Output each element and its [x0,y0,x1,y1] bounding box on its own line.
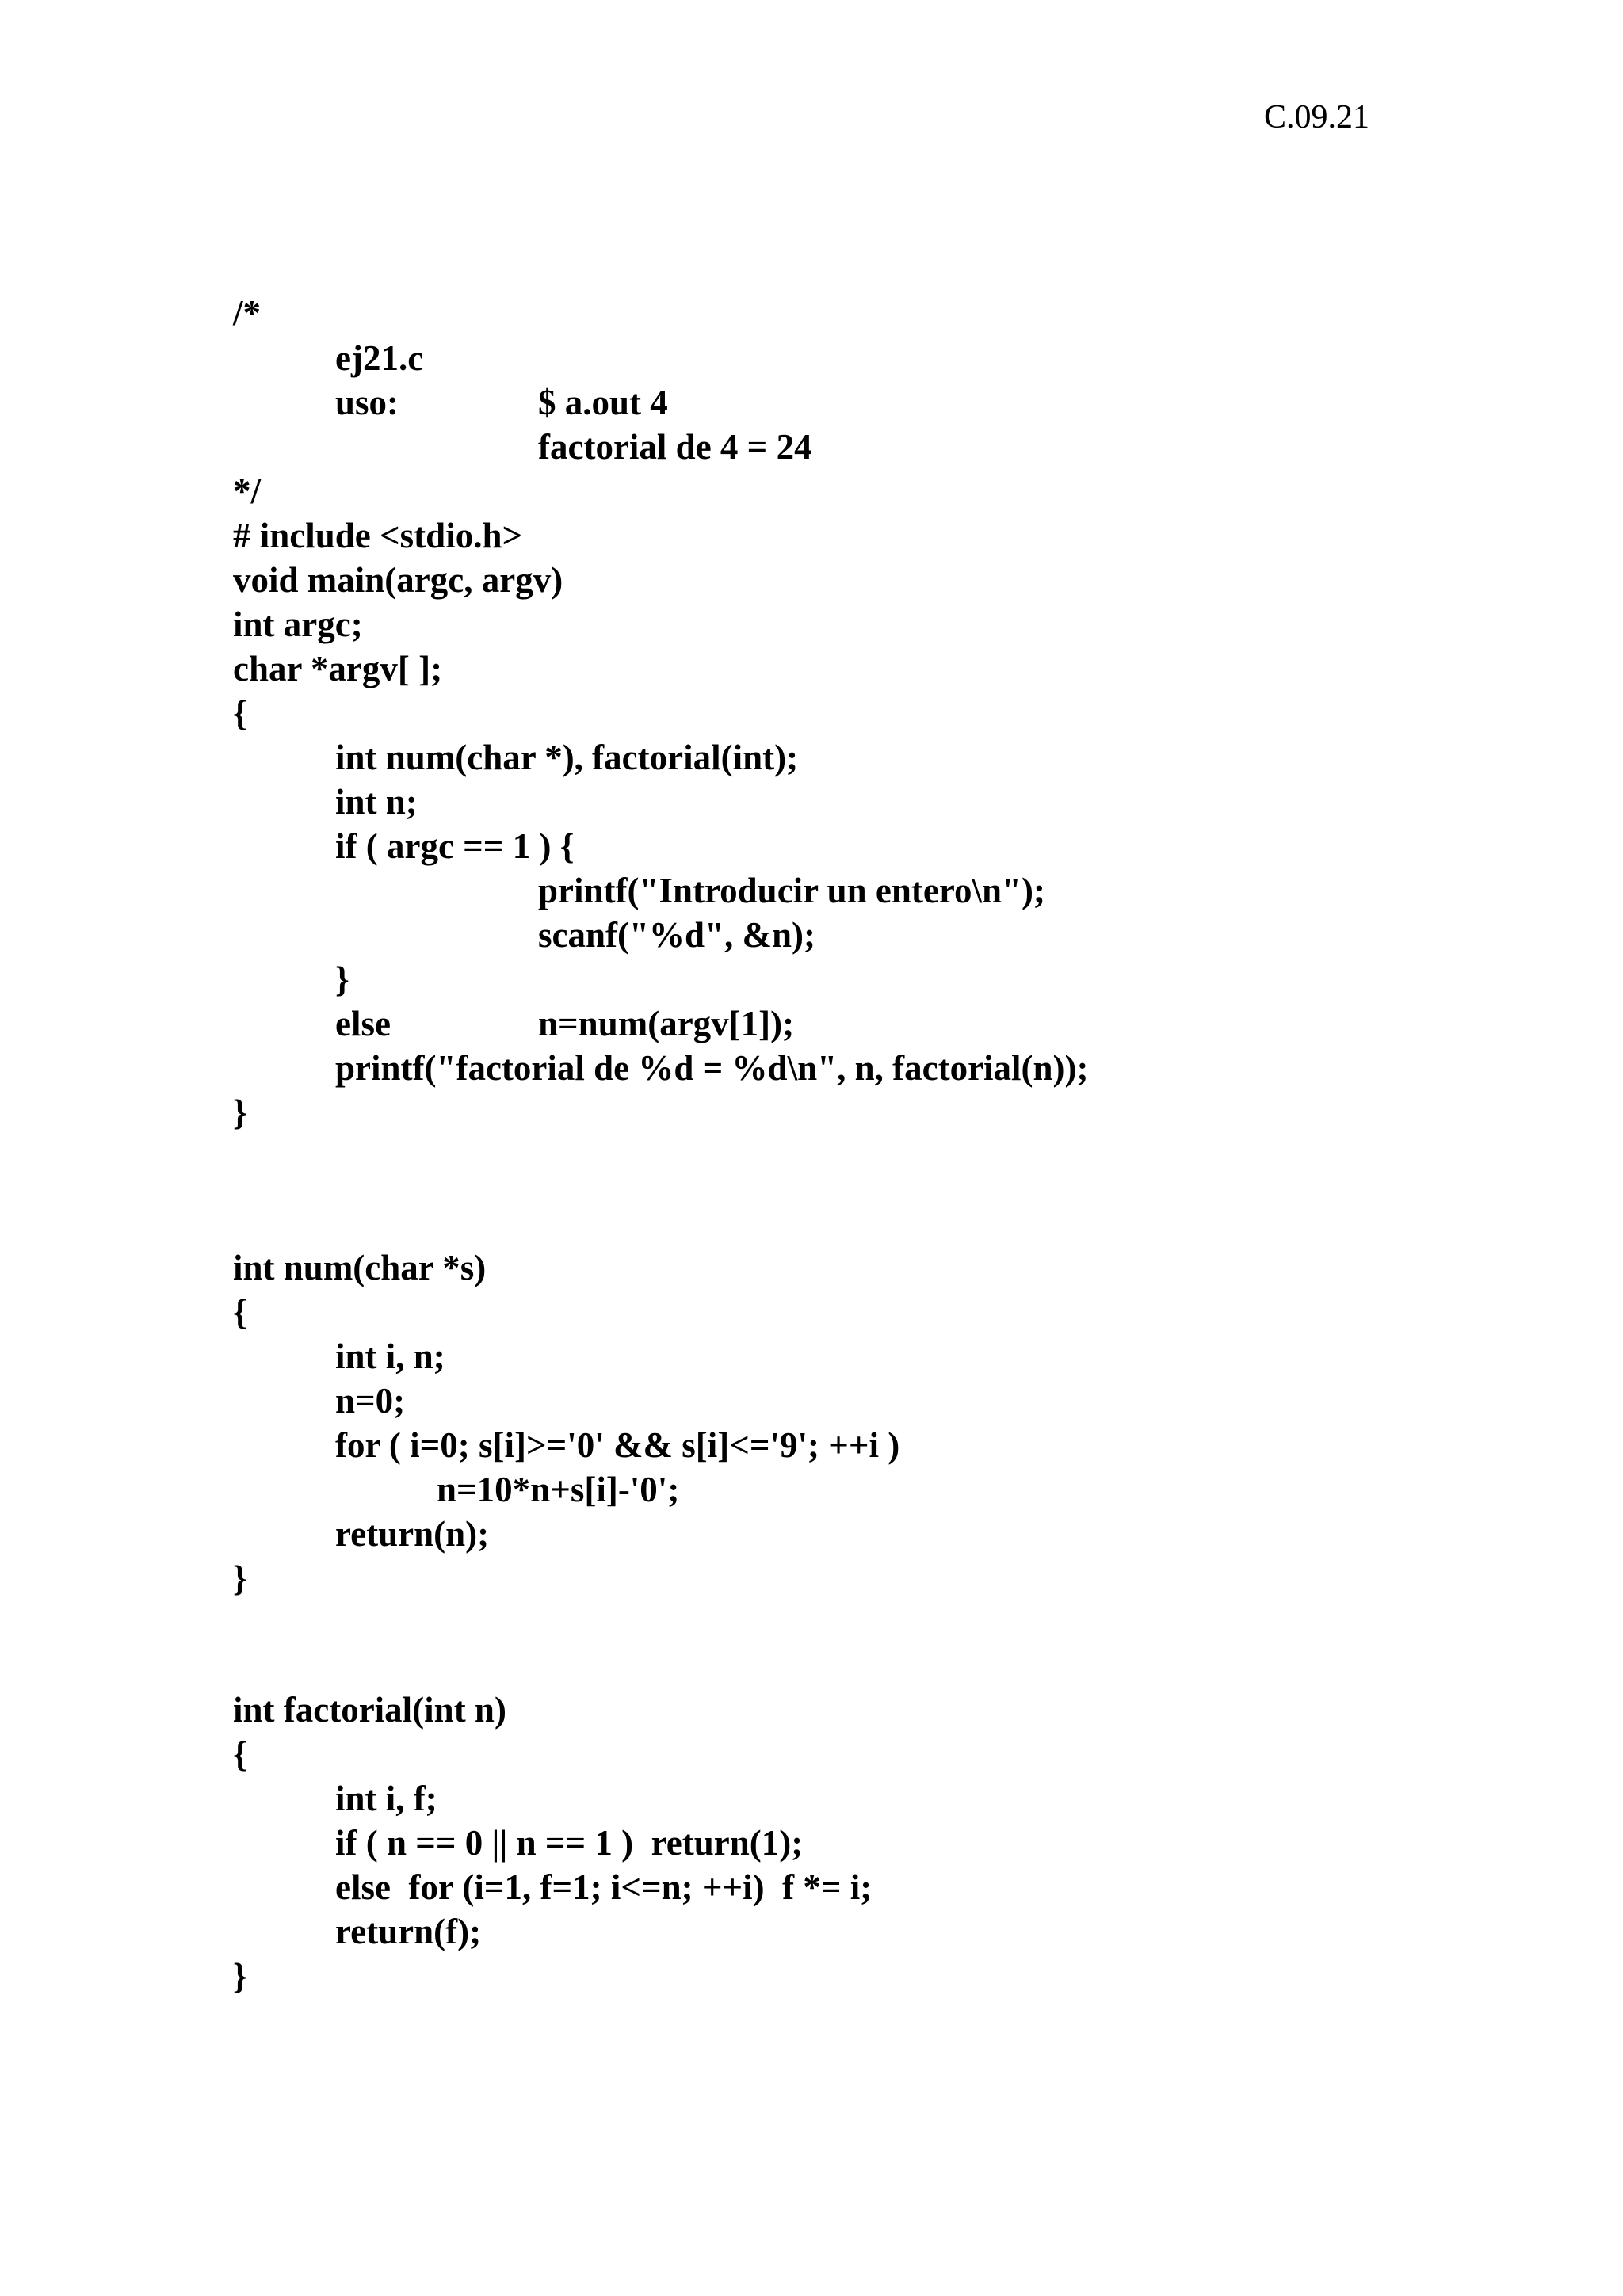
comment-usage-command: $ a.out 4 [538,383,668,422]
main-decl-argv: char *argv[ ]; [233,649,443,688]
main-decl-n: int n; [335,782,418,822]
main-signature: void main(argc, argv) [233,560,563,600]
main-proto-decl: int num(char *), factorial(int); [335,738,799,777]
main-if-line: if ( argc == 1 ) { [335,826,575,866]
num-for-line: for ( i=0; s[i]>='0' && s[i]<='9'; ++i ) [335,1425,900,1465]
include-line: # include <stdio.h> [233,516,523,555]
comment-close: */ [233,471,262,511]
main-close-brace: } [233,1093,247,1132]
comment-filename: ej21.c [335,338,424,378]
main-printf-prompt: printf("Introducir un entero\n"); [538,871,1045,910]
main-scanf-line: scanf("%d", &n); [538,915,815,955]
main-open-brace: { [233,693,247,733]
factorial-else-line: else for (i=1, f=1; i<=n; ++i) f *= i; [335,1867,873,1907]
comment-usage-label: uso: [335,383,399,422]
num-decl: int i, n; [335,1337,445,1376]
comment-usage-output: factorial de 4 = 24 [538,427,812,467]
num-return: return(n); [335,1514,490,1554]
main-printf-result: printf("factorial de %d = %d\n", n, factorial(n)); [335,1048,1089,1088]
factorial-decl: int i, f; [335,1779,437,1818]
num-loop-body: n=10*n+s[i]-'0'; [437,1470,680,1509]
comment-open: /* [233,293,262,333]
main-decl-argc: int argc; [233,605,363,644]
num-signature: int num(char *s) [233,1248,487,1287]
main-if-close: } [335,959,349,999]
main-else-keyword: else [335,1004,391,1043]
main-else-assign: n=num(argv[1]); [538,1004,795,1043]
factorial-signature: int factorial(int n) [233,1690,506,1730]
factorial-close-brace: } [233,1956,247,1996]
num-init: n=0; [335,1381,406,1421]
num-open-brace: { [233,1292,247,1332]
page-number: C.09.21 [1264,99,1370,135]
num-close-brace: } [233,1558,247,1598]
factorial-if-line: if ( n == 0 || n == 1 ) return(1); [335,1823,804,1863]
factorial-open-brace: { [233,1734,247,1774]
factorial-return: return(f); [335,1912,482,1951]
